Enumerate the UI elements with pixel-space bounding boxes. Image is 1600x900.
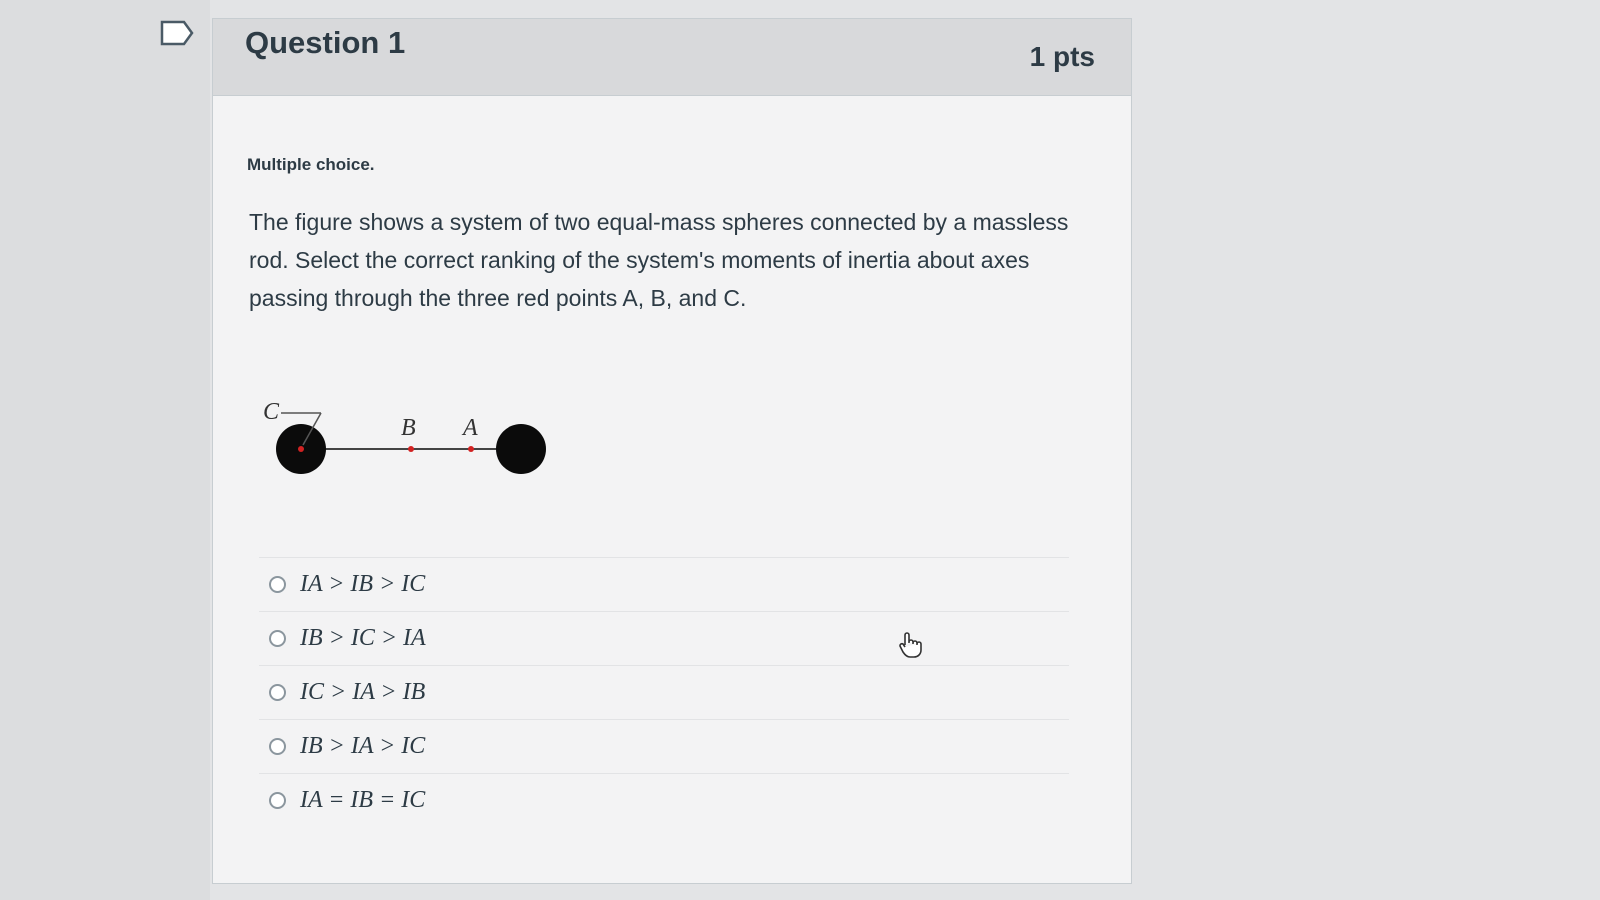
answer-option[interactable]: [259, 611, 1069, 665]
question-type-label: Multiple choice.: [247, 155, 375, 174]
bookmark-flag-icon[interactable]: [160, 20, 194, 46]
radio-button[interactable]: [269, 738, 286, 755]
answer-option[interactable]: [259, 665, 1069, 719]
spheres-rod-figure: [251, 377, 571, 507]
left-gutter: [0, 0, 210, 900]
question-points: 1 pts: [1029, 41, 1095, 72]
point-c: [298, 446, 304, 452]
point-b: [408, 446, 414, 452]
right-sphere: [496, 424, 546, 474]
label-a: A: [463, 415, 478, 441]
radio-button[interactable]: [269, 576, 286, 593]
answer-label: IA = IB = IC: [300, 787, 426, 813]
radio-button[interactable]: [269, 792, 286, 809]
point-a: [468, 446, 474, 452]
hand-cursor-icon: [897, 631, 923, 659]
answer-label: IB > IC > IA: [300, 625, 426, 651]
label-c: C: [263, 399, 280, 425]
answer-label: IB > IA > IC: [300, 733, 426, 759]
question-header: [213, 19, 1131, 96]
question-text: The figure shows a system of two equal-mass spheres connected by a massless rod. Select the correct ranking of the system's moments of inertia about axes passing through the three red points A, B, and C.: [249, 209, 1069, 311]
answer-option[interactable]: [259, 557, 1069, 611]
answer-option[interactable]: [259, 719, 1069, 773]
radio-button[interactable]: [269, 684, 286, 701]
answer-list: [259, 557, 1069, 827]
answer-label: IA > IB > IC: [300, 571, 426, 597]
question-card: [212, 18, 1132, 884]
label-b: B: [401, 415, 416, 441]
answer-label: IC > IA > IB: [300, 679, 426, 705]
answer-option[interactable]: [259, 773, 1069, 827]
question-title: Question 1: [245, 25, 406, 60]
radio-button[interactable]: [269, 630, 286, 647]
